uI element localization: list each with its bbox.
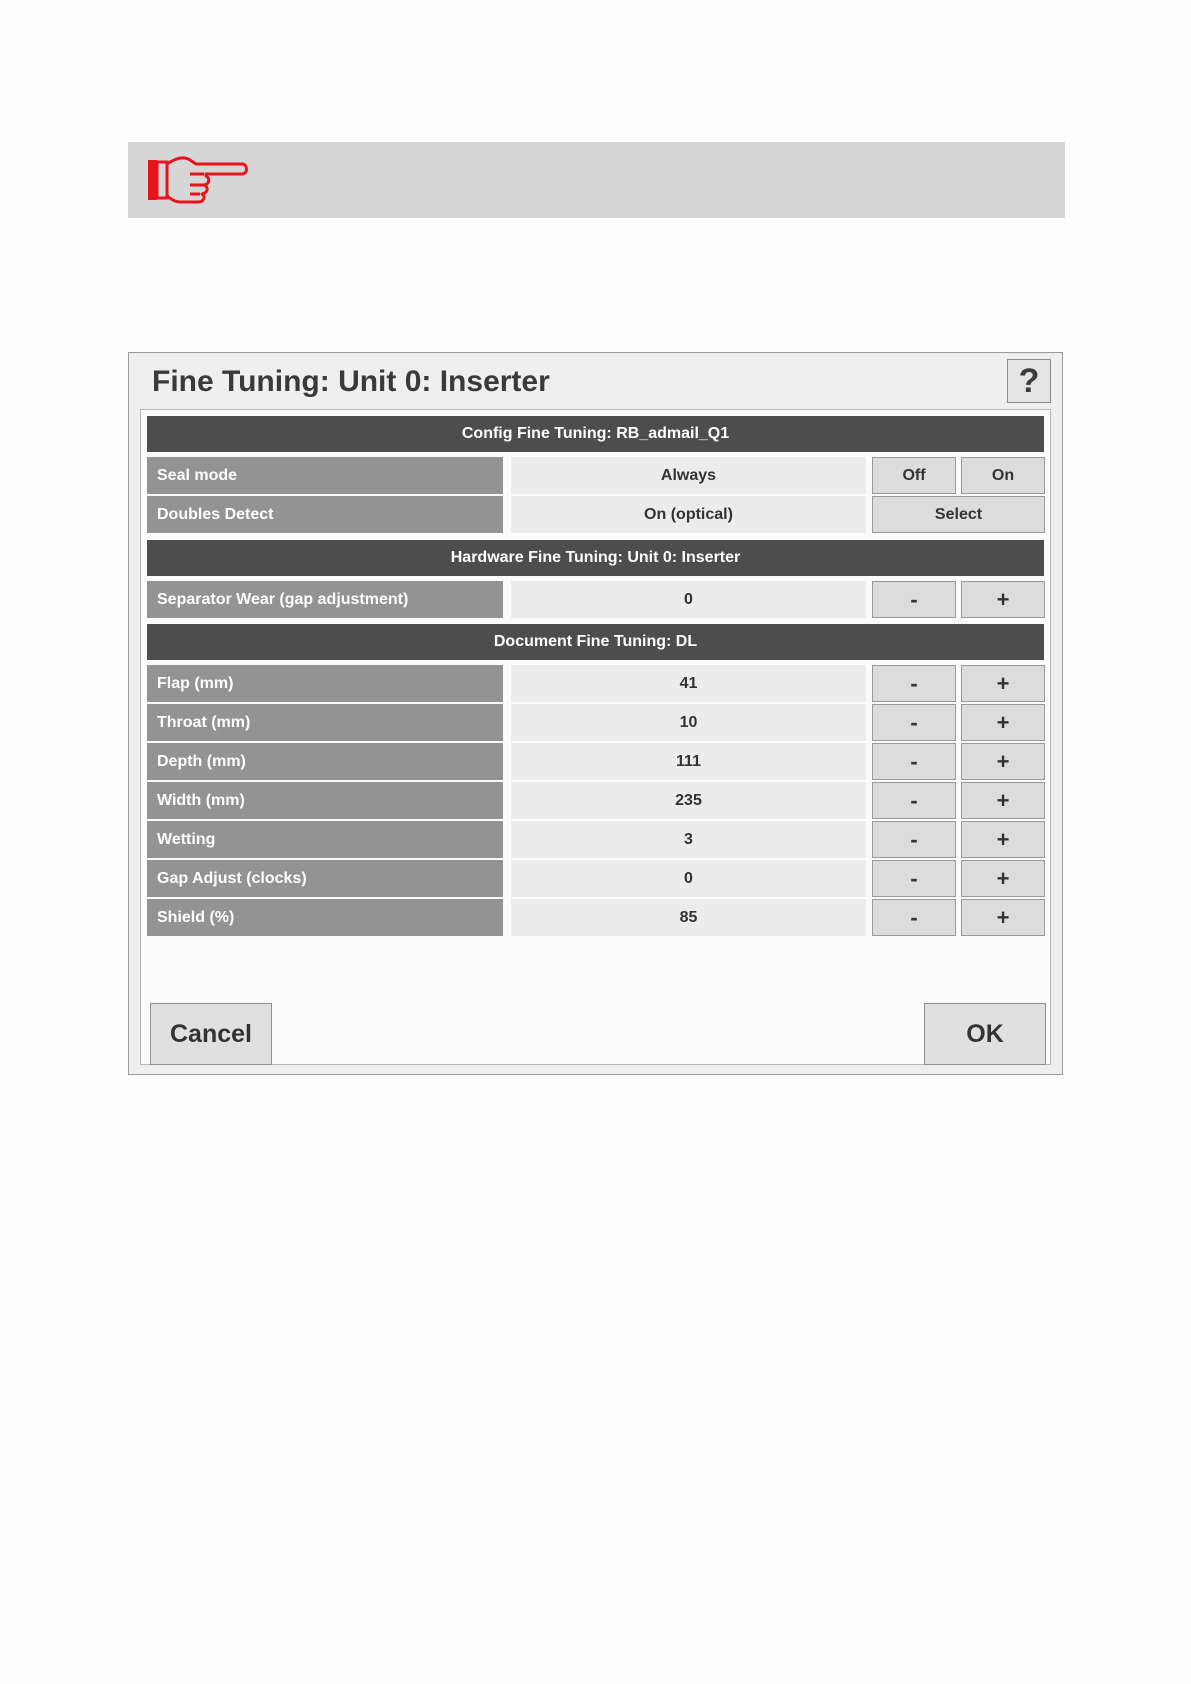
row-label-throat: Throat (mm) <box>147 704 503 741</box>
section-header-hardware: Hardware Fine Tuning: Unit 0: Inserter <box>147 540 1044 576</box>
cancel-button[interactable]: Cancel <box>150 1003 272 1065</box>
row-label-shield: Shield (%) <box>147 899 503 936</box>
width-decrement-button[interactable]: - <box>872 782 956 819</box>
shield-increment-button[interactable]: + <box>961 899 1045 936</box>
pointing-hand-icon <box>146 152 250 208</box>
row-label-depth: Depth (mm) <box>147 743 503 780</box>
settings-panel <box>140 409 1051 1065</box>
row-label-seal-mode: Seal mode <box>147 457 503 494</box>
row-label-wetting: Wetting <box>147 821 503 858</box>
width-increment-button[interactable]: + <box>961 782 1045 819</box>
row-label-gap-adjust: Gap Adjust (clocks) <box>147 860 503 897</box>
row-value-seal-mode: Always <box>511 457 866 494</box>
wetting-decrement-button[interactable]: - <box>872 821 956 858</box>
section-header-document: Document Fine Tuning: DL <box>147 624 1044 660</box>
throat-increment-button[interactable]: + <box>961 704 1045 741</box>
depth-decrement-button[interactable]: - <box>872 743 956 780</box>
row-value-depth: 111 <box>511 743 866 780</box>
flap-increment-button[interactable]: + <box>961 665 1045 702</box>
dialog-title: Fine Tuning: Unit 0: Inserter <box>152 365 550 398</box>
wetting-increment-button[interactable]: + <box>961 821 1045 858</box>
row-value-shield: 85 <box>511 899 866 936</box>
separator-wear-increment-button[interactable]: + <box>961 581 1045 618</box>
throat-decrement-button[interactable]: - <box>872 704 956 741</box>
shield-decrement-button[interactable]: - <box>872 899 956 936</box>
row-label-width: Width (mm) <box>147 782 503 819</box>
depth-increment-button[interactable]: + <box>961 743 1045 780</box>
row-value-gap-adjust: 0 <box>511 860 866 897</box>
row-value-wetting: 3 <box>511 821 866 858</box>
section-header-config: Config Fine Tuning: RB_admail_Q1 <box>147 416 1044 452</box>
row-label-doubles-detect: Doubles Detect <box>147 496 503 533</box>
gap-adjust-decrement-button[interactable]: - <box>872 860 956 897</box>
row-value-separator-wear: 0 <box>511 581 866 618</box>
fine-tuning-dialog <box>128 352 1063 1075</box>
seal-mode-on-button[interactable]: On <box>961 457 1045 494</box>
row-value-doubles-detect: On (optical) <box>511 496 866 533</box>
doubles-detect-select-button[interactable]: Select <box>872 496 1045 533</box>
help-button[interactable]: ? <box>1007 359 1051 403</box>
row-value-throat: 10 <box>511 704 866 741</box>
gap-adjust-increment-button[interactable]: + <box>961 860 1045 897</box>
separator-wear-decrement-button[interactable]: - <box>872 581 956 618</box>
note-bar <box>128 142 1065 218</box>
row-label-separator-wear: Separator Wear (gap adjustment) <box>147 581 503 618</box>
row-value-width: 235 <box>511 782 866 819</box>
row-label-flap: Flap (mm) <box>147 665 503 702</box>
ok-button[interactable]: OK <box>924 1003 1046 1065</box>
seal-mode-off-button[interactable]: Off <box>872 457 956 494</box>
row-value-flap: 41 <box>511 665 866 702</box>
flap-decrement-button[interactable]: - <box>872 665 956 702</box>
